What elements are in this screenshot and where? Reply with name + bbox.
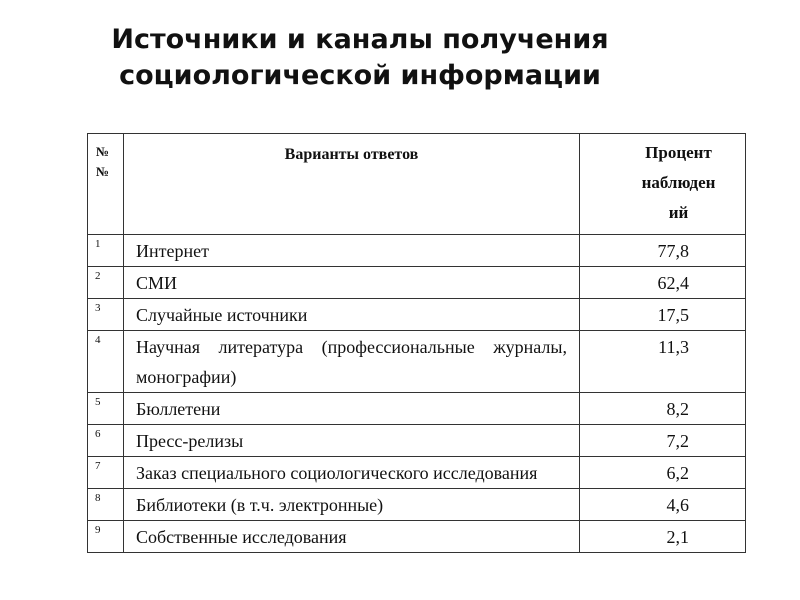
page-title-line-1: Источники и каналы получения: [111, 24, 609, 55]
results-table: [87, 133, 746, 553]
table-row: [88, 521, 746, 553]
row-percent: 77,8: [580, 235, 746, 267]
table-header-row: [88, 134, 746, 235]
header-percent: Процент наблюден ий: [580, 134, 746, 235]
row-number: 8: [88, 489, 124, 521]
page-title-line-2: социологической информации: [119, 60, 601, 91]
row-text: Бюллетени: [124, 393, 580, 425]
row-number: 7: [88, 457, 124, 489]
row-number: 6: [88, 425, 124, 457]
row-text: Интернет: [124, 235, 580, 267]
table-row: [88, 235, 746, 267]
page-title: [0, 22, 720, 94]
row-number: 4: [88, 331, 124, 393]
row-percent: 17,5: [580, 299, 746, 331]
table-row: [88, 457, 746, 489]
row-text: Заказ специального социологического исследования: [124, 457, 580, 489]
row-percent: 11,3: [580, 331, 746, 393]
table-row: [88, 393, 746, 425]
table-row: [88, 299, 746, 331]
table-row: [88, 331, 746, 393]
row-number: 5: [88, 393, 124, 425]
row-number: 9: [88, 521, 124, 553]
row-percent: 7,2: [580, 425, 746, 457]
header-variants: Варианты ответов: [124, 134, 580, 235]
row-text: СМИ: [124, 267, 580, 299]
row-number: 3: [88, 299, 124, 331]
row-text: Библиотеки (в т.ч. электронные): [124, 489, 580, 521]
row-number: 1: [88, 235, 124, 267]
row-number: 2: [88, 267, 124, 299]
header-number: № №: [88, 134, 124, 235]
row-percent: 8,2: [580, 393, 746, 425]
row-text: Научная литература (профессиональные журналы, монографии): [124, 331, 580, 393]
row-percent: 4,6: [580, 489, 746, 521]
row-text: Случайные источники: [124, 299, 580, 331]
row-percent: 6,2: [580, 457, 746, 489]
table-row: [88, 267, 746, 299]
row-percent: 2,1: [580, 521, 746, 553]
row-text: Пресс-релизы: [124, 425, 580, 457]
row-text: Собственные исследования: [124, 521, 580, 553]
table-row: [88, 489, 746, 521]
table-row: [88, 425, 746, 457]
row-percent: 62,4: [580, 267, 746, 299]
